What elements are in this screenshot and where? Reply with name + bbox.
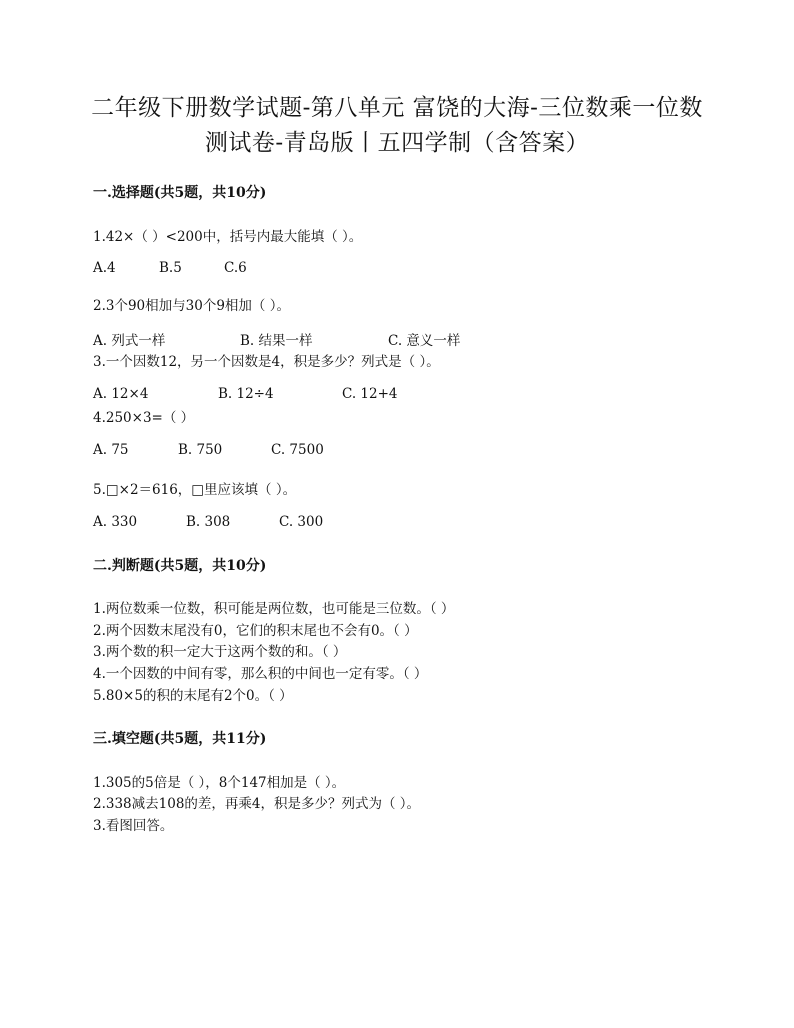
question-2: 2.3个90相加与30个9相加（ ）。 xyxy=(93,298,290,314)
section-heading: 三.填空题(共5题，共11分) xyxy=(93,731,267,747)
statement-3: 3.两个数的积一定大于这两个数的和。（ ） xyxy=(93,644,347,660)
option-b: B. 结果一样 xyxy=(240,333,313,349)
section-heading: 一.选择题(共5题，共10分) xyxy=(93,185,267,201)
question-4: 4.250×3=（ ） xyxy=(93,410,195,426)
option-c: C. 意义一样 xyxy=(388,333,461,349)
option-b: B. 308 xyxy=(186,514,231,530)
statement-5: 5.80×5的积的末尾有2个0。（ ） xyxy=(93,688,293,704)
title-line-1: 二年级下册数学试题-第八单元 富饶的大海-三位数乘一位数 xyxy=(91,95,703,121)
option-a: A. 75 xyxy=(93,442,129,458)
option-a: A. 12×4 xyxy=(93,386,149,402)
statement-1: 1.两位数乘一位数，积可能是两位数，也可能是三位数。（ ） xyxy=(93,601,455,617)
fill-question-3: 3.看图回答。 xyxy=(93,818,174,834)
section-heading: 二.判断题(共5题，共10分) xyxy=(93,558,267,574)
fill-question-1: 1.305的5倍是（ ），8个147相加是（ ）。 xyxy=(93,775,346,791)
option-a: A. 330 xyxy=(93,514,138,530)
statement-4: 4.一个因数的中间有零，那么积的中间也一定有零。（ ） xyxy=(93,666,428,682)
fill-question-2: 2.338减去108的差，再乘4，积是多少？列式为（ ）。 xyxy=(93,796,421,812)
option-c: C. 12+4 xyxy=(342,386,398,402)
question-3: 3.一个因数12，另一个因数是4，积是多少？列式是（ ）。 xyxy=(93,354,440,370)
option-c: C. 300 xyxy=(279,514,324,530)
option-a: A.4 xyxy=(93,260,116,276)
question-5: 5.□×2＝616，□里应该填（ ）。 xyxy=(93,482,297,498)
option-b: B.5 xyxy=(159,260,182,276)
option-a: A. 列式一样 xyxy=(93,333,166,349)
statement-2: 2.两个因数末尾没有0，它们的积末尾也不会有0。（ ） xyxy=(93,623,418,639)
option-b: B. 750 xyxy=(178,442,223,458)
option-c: C. 7500 xyxy=(271,442,324,458)
question-1: 1.42×（ ）<200中，括号内最大能填（ ）。 xyxy=(93,229,363,245)
option-b: B. 12÷4 xyxy=(218,386,274,402)
title-line-2: 测试卷-青岛版丨五四学制（含答案） xyxy=(204,130,590,156)
option-c: C.6 xyxy=(224,260,247,276)
